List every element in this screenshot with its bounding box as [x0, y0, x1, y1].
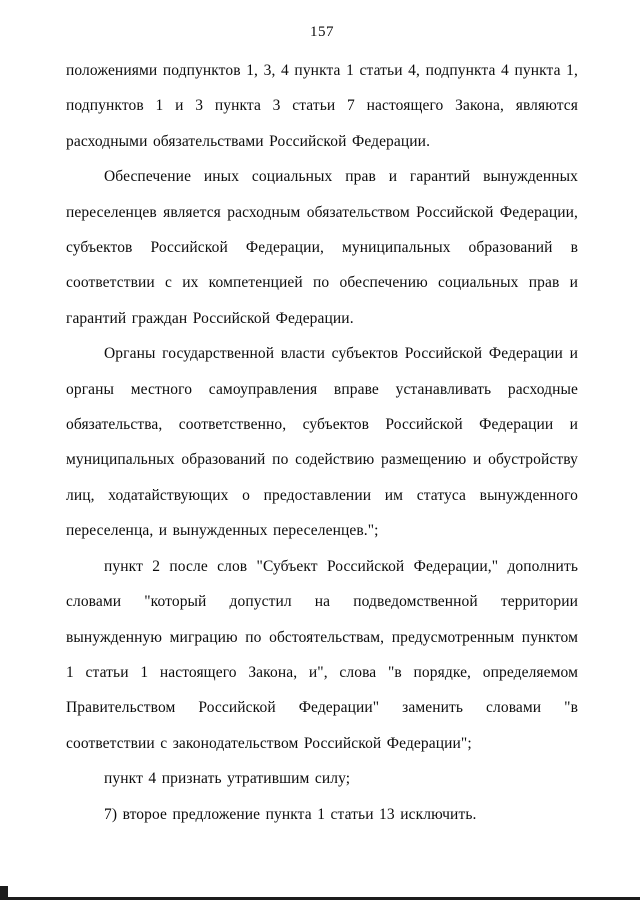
paragraph: пункт 4 признать утратившим силу;	[104, 770, 351, 788]
page-number: 157	[310, 24, 334, 40]
paragraph: положениями подпунктов 1, 3, 4 пункта 1 статьи 4, подпункта 4 пункта 1, подпунктов 1 и 3 пункта 3 статьи 7 настоящего Закона, являются расходными обязательствами Российской Федерации.	[66, 62, 578, 150]
document-body	[66, 53, 578, 832]
paragraph: пункт 2 после слов "Субъект Российской Федерации," дополнить словами "который допустил на подведомственной территории вынужденную миграцию по обстоятельствам, предусмотренным пунктом 1 статьи 1 настоящего Закона, и", слова "в порядке, определяемом Правительством Российской Федерации" заменить словами "в соответствии с законодательством Российской Федерации";	[66, 557, 578, 752]
paragraph: 7) второе предложение пункта 1 статьи 13 исключить.	[104, 805, 477, 823]
paragraph: Обеспечение иных социальных прав и гарантий вынужденных переселенцев является расходным обязательством Российской Федерации, субъектов Российской Федерации, муниципальных образований в соответствии с их компетенцией по обеспечению социальных прав и гарантий граждан Российской Федерации.	[66, 168, 578, 327]
scan-corner-artifact	[0, 886, 8, 900]
paragraph: Органы государственной власти субъектов Российской Федерации и органы местного самоуправления вправе устанавливать расходные обязательства, соответственно, субъектов Российской Федерации и муниципальных образований по содействию размещению и обустройству лиц, ходатайствующих о предоставлении им статуса вынужденного переселенца, и вынужденных переселенцев.";	[66, 345, 578, 540]
